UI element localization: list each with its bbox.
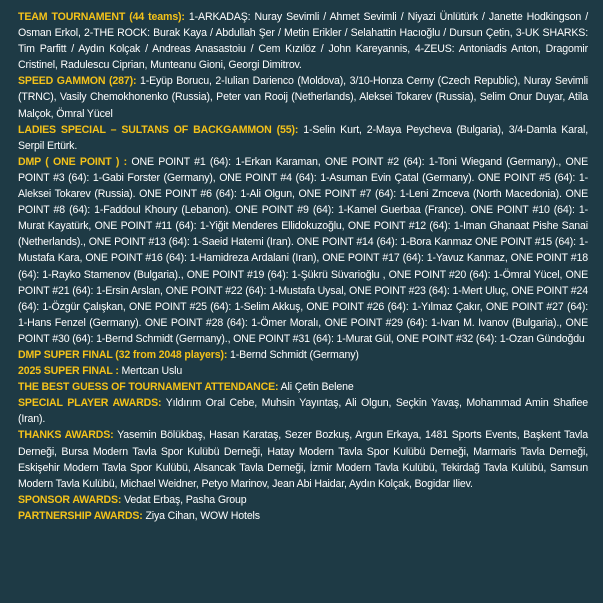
entry-text: Yasemin Bölükbaş, Hasan Karataş, Sezer Bozkuş, Argun Erkaya, 1481 Sports Events, Başkent Tavla Derneği, Bursa Modern Tavla Spor Kulübü Derneği, Hatay Modern Tavla Spor Kulübü Derneği, Marmaris Tavla Derneği, Eskişehir Modern Tavla Spor Kulübü, Alsancak Tavla Derneği, İzmir Modern Tavla Kulübü, Tekirdağ Tavla Kulübü, Samsun Modern Tavla Kulübü, Michael Weidner, Petyo Marinov, Jean Abi Haidar, Aydın Kolçak, Bogidar Iliev. [18, 429, 588, 490]
dmp-one-point-entry [18, 154, 588, 347]
entry-label: SPECIAL PLAYER AWARDS: [18, 397, 162, 410]
entry-label: TEAM TOURNAMENT (44 teams): [18, 11, 185, 23]
entry-text: Vedat Erbaş, Pasha Group [121, 493, 247, 506]
entry-text: ONE POINT #1 (64): 1-Erkan Karaman, ONE POINT #2 (64): 1-Toni Wiegand (Germany)., ONE POINT #3 (64): 1-Gabi Forster (Germany), ONE POINT #4 (64): 1-Asuman Evin Çatal (Germany). ONE POINT #5 (64): 1-Aleksei Tokarev (Russia). ONE POINT #6 (64): 1-Ali Olgun, ONE POINT #7 (64): 1-Leni Zrnceva (North Macedonia). ONE POINT #8 (64): 1-Faddoul Khoury (Lebanon). ONE POINT #9 (64): 1-Kamel Guerbaa (France). ONE POINT #10 (64): 1-Murat Kayatürk, ONE POINT #11 (64): 1-Yiğit Menderes Ellidokuzoğlu, ONE POINT #12 (64): 1-Iman Ghanaat Pishe Sanai (Netherlands)., ONE POINT #13 (64): 1-Saeid Hatemi (Iran). ONE POINT #14 (64): 1-Bora Kanmaz ONE POINT #15 (64): 1-Mustafa Kara, ONE POINT #16 (64): 1-Hamidreza Ardalani (Iran), ONE POINT #17 (64): 1-Yavuz Kanmaz, ONE POINT #18 (64): 1-Rayko Stamenov (Bulgaria)., ONE POINT #19 (64): 1-Şükrü Süvarioğlu , ONE POINT #20 (64): 1-Ömral Yücel, ONE POINT #21 (64): 1-Ersin Arslan, ONE POINT #22 (64): 1-Mustafa Uysal, ONE POINT #23 (64): 1-Mert Uluç, ONE POINT #24 (64): 1-Özgür Çalışkan, ONE POINT #25 (64): 1-Selim Akkuş, ONE POINT #26 (64): 1-Yılmaz Çakır, ONE POINT #27 (64): 1-Hans Fenzel (Germany). ONE POINT #28 (64): 1-Ömer Moralı, ONE POINT #29 (64): 1-Ivan M. Ivanov (Bulgaria)., ONE POINT #30 (64): 1-Bernd Schmidt (Germany)., ONE POINT #31 (64): 1-Murat Gül, ONE POINT #32 (64): 1-Ozan Gündoğdu [18, 155, 588, 345]
entry-text: Ziya Cihan, WOW Hotels [142, 509, 260, 522]
entry-text: 1-Bernd Schmidt (Germany) [227, 348, 359, 361]
entry-label: SPEED GAMMON (287): [18, 75, 137, 88]
speed-gammon-entry [18, 73, 588, 121]
entry-label: PARTNERSHIP AWARDS: [18, 509, 143, 522]
entry-text: Mertcan Uslu [118, 365, 183, 378]
entry-label: DMP SUPER FINAL (32 from 2048 players): [18, 348, 228, 361]
super-final-2025-entry [18, 363, 588, 379]
entry-text: 1-Eyüp Borucu, 2-Iulian Darienco (Moldova), 3/10-Honza Cerny (Czech Republic), Nuray Sevimli (TRNC), Vasily Chemokhonenko (Russia), Peter van Rooij (Netherlands), Aleksei Tokarev (Russia), Selim Onur Duyar, Atila Malçok, Ömral Yücel [18, 75, 589, 120]
entry-label: THANKS AWARDS: [18, 429, 114, 442]
entry-label: LADIES SPECIAL – SULTANS OF BACKGAMMON (55): [18, 123, 299, 136]
ladies-special-entry [18, 122, 588, 154]
partnership-awards-entry [18, 508, 588, 524]
best-guess-attendance-entry [18, 379, 588, 395]
entry-text: Ali Çetin Belene [278, 381, 354, 394]
entry-text: Yıldırım Oral Cebe, Muhsin Yayıntaş, Ali Olgun, Seçkin Yavaş, Mohammad Amin Shafiee (Iran). [18, 397, 588, 426]
special-player-awards-entry [18, 395, 588, 427]
thanks-awards-entry [18, 427, 588, 491]
entry-text: 1-ARKADAŞ: Nuray Sevimli / Ahmet Sevimli / Niyazi Ünlütürk / Janette Hodkingson / Osman Erkol, 2-THE ROCK: Burak Kaya / Abdullah Şer / Metin Erikler / Selahattin Hacıoğlu / Dursun Çetin, 3-UK SHARKS: Tim Parfitt / Aydın Kolçak / Andreas Anasastoiu / Cem Kızılöz / John Kareyannis, 4-ZEUS: Antoniadis Anton, Dragomir Cristinel, Radulescu Ciprian, Munteanu Gioni, Georgi Dimitrov. [18, 11, 588, 72]
entry-label: SPONSOR AWARDS: [18, 493, 122, 506]
sponsor-awards-entry [18, 492, 588, 508]
entry-text: 1-Selin Kurt, 2-Maya Peycheva (Bulgaria), 3/4-Damla Karal, Serpil Ertürk. [18, 123, 588, 152]
team-tournament-entry [18, 9, 588, 73]
entry-label: DMP ( ONE POINT ) : [18, 155, 128, 168]
entry-label: 2025 SUPER FINAL : [18, 365, 119, 378]
entry-label: THE BEST GUESS OF TOURNAMENT ATTENDANCE: [18, 381, 279, 394]
dmp-super-final-entry [18, 347, 588, 363]
